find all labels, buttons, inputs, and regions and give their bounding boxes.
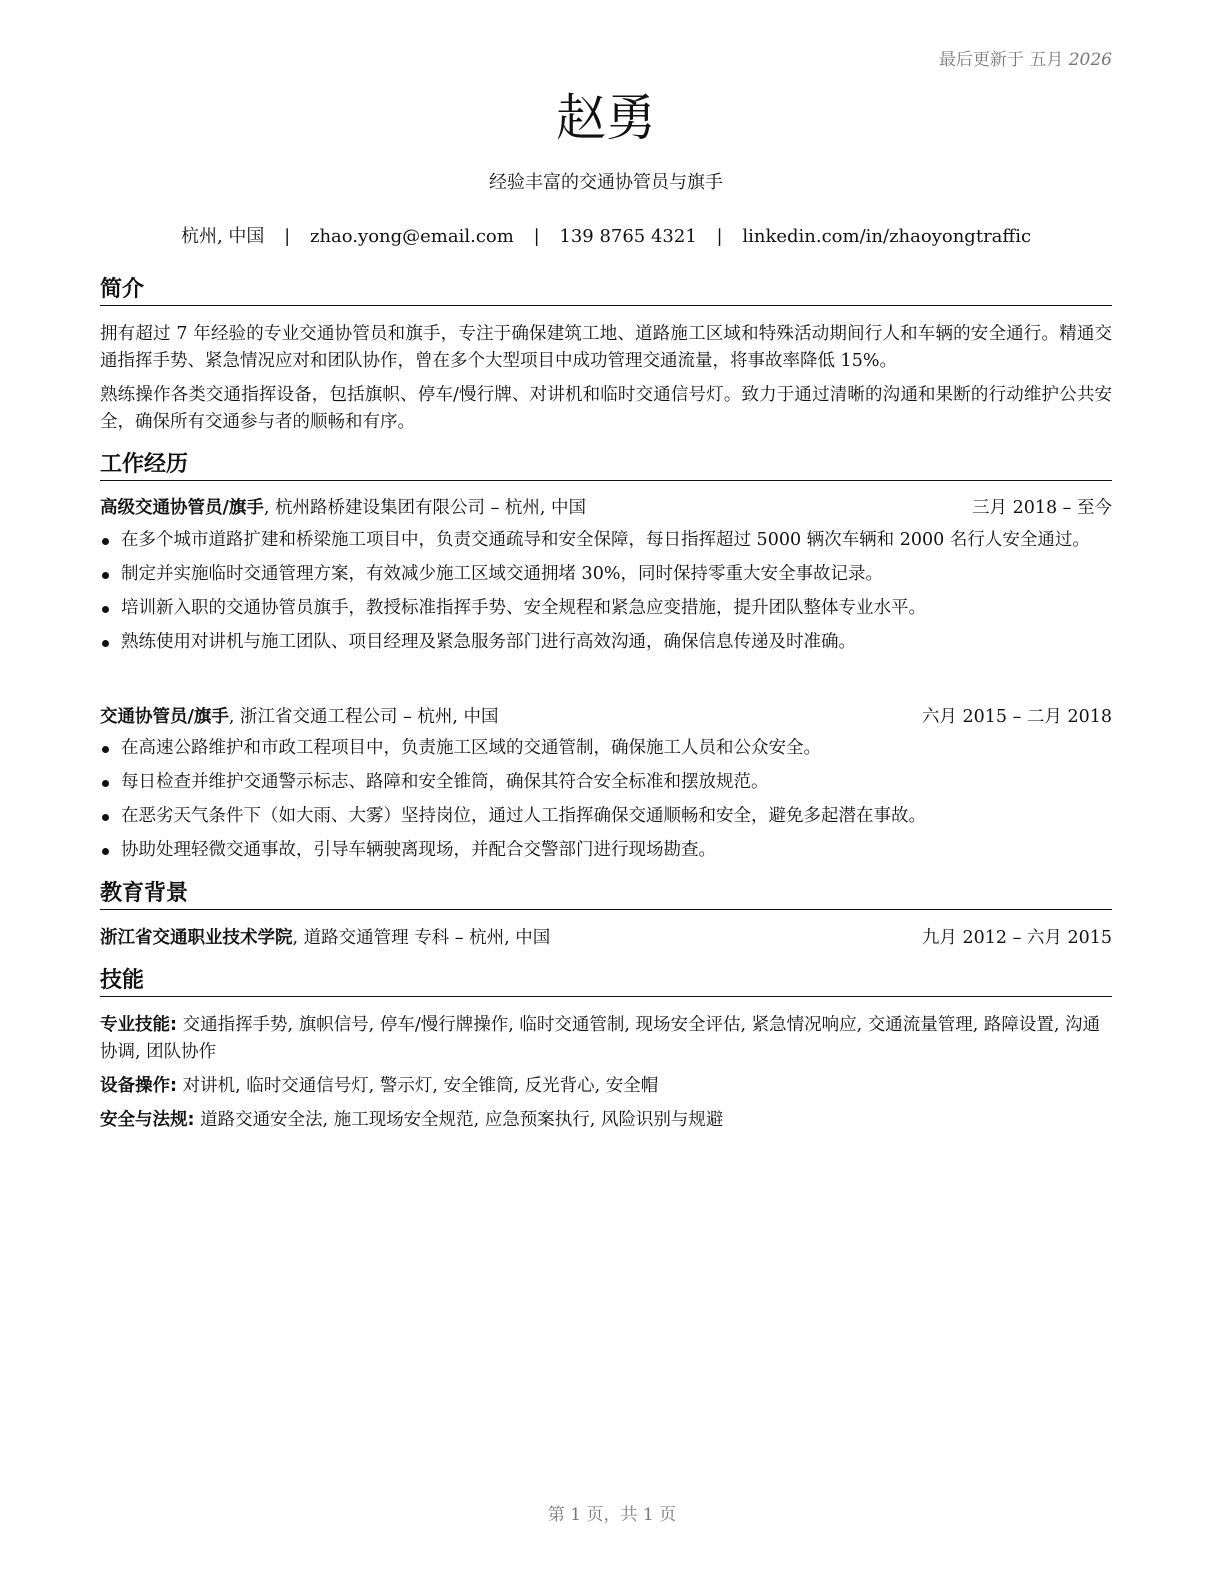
contact-separator: | [533,226,540,247]
bullet-dot [102,780,109,787]
job-bullets [100,735,1112,871]
bullet-text: 在恶劣天气条件下（如大雨、大雾）坚持岗位，通过人工指挥确保交通顺畅和安全，避免多起潜在事故。 [121,806,926,826]
skill-value: 道路交通安全法, 施工现场安全规范, 应急预案执行, 风险识别与规避 [194,1110,724,1130]
job-role: 高级交通协管员/旗手 [100,498,264,518]
education-dates: 九月 2012 – 六月 2015 [921,928,1112,948]
contact-separator: | [716,226,723,247]
bullet-text: 培训新入职的交通协管员旗手，教授标准指挥手势、安全规程和紧急应变措施，提升团队整体专业水平。 [121,598,926,618]
contact-phone: 139 8765 4321 [559,226,697,247]
job-bullets [100,527,1112,663]
skill-row [100,1073,1112,1100]
skill-label: 设备操作: [100,1076,177,1096]
section-title-skills: 技能 [100,967,1112,997]
education-detail: , 道路交通管理 专科 – 杭州, 中国 [292,928,551,948]
list-item [100,769,1112,796]
summary-paragraph: 熟练操作各类交通指挥设备，包括旗帜、停车/慢行牌、对讲机和临时交通信号灯。致力于通过清晰的沟通和果断的行动维护公共安全，确保所有交通参与者的顺畅和有序。 [100,385,1112,432]
list-item [100,735,1112,762]
job-header [100,495,1112,522]
job-org: , 杭州路桥建设集团有限公司 – 杭州, 中国 [263,498,587,518]
contact-linkedin[interactable]: linkedin.com/in/zhaoyongtraffic [742,226,1032,247]
contact-email[interactable]: zhao.yong@email.com [309,226,514,247]
job-title-line [100,495,586,522]
bullet-text: 每日检查并维护交通警示标志、路障和安全锥筒，确保其符合安全标准和摆放规范。 [121,772,769,792]
education-entry [100,925,1112,952]
job-org: , 浙江省交通工程公司 – 杭州, 中国 [228,707,499,727]
list-item [100,527,1112,554]
bullet-text: 在高速公路维护和市政工程项目中，负责施工区域的交通管制，确保施工人员和公众安全。 [121,738,821,758]
job-title-line [100,704,499,731]
bullet-dot [102,606,109,613]
skill-row [100,1107,1112,1134]
bullet-dot [102,640,109,647]
list-item [100,629,1112,656]
job-dates: 三月 2018 – 至今 [972,498,1112,518]
bullet-text: 协助处理轻微交通事故，引导车辆驶离现场，并配合交警部门进行现场勘查。 [121,840,716,860]
bullet-dot [102,746,109,753]
skill-label: 安全与法规: [100,1110,195,1130]
skill-value: 对讲机, 临时交通信号灯, 警示灯, 安全锥筒, 反光背心, 安全帽 [177,1076,659,1096]
skill-label: 专业技能: [100,1015,177,1035]
bullet-text: 熟练使用对讲机与施工团队、项目经理及紧急服务部门进行高效沟通，确保信息传递及时准确。 [121,632,856,652]
bullet-dot [102,814,109,821]
candidate-headline: 经验丰富的交通协管员与旗手 [489,172,723,193]
contact-location: 杭州, 中国 [180,226,265,247]
skill-value: 交通指挥手势, 旗帜信号, 停车/慢行牌操作, 临时交通管制, 现场安全评估, 紧急情况响应, 交通流量管理, 路障设置, 沟通协调, 团队协作 [100,1015,1100,1062]
last-updated [939,45,1112,70]
last-updated-prefix: 最后更新于 五月 [938,50,1064,70]
job-role: 交通协管员/旗手 [100,707,229,727]
skill-row [100,1012,1112,1066]
education-line [100,925,550,952]
page-footer: 第 1 页，共 1 页 [547,1505,677,1525]
section-title-summary: 简介 [100,276,1112,306]
bullet-dot [102,848,109,855]
bullet-text: 制定并实施临时交通管理方案，有效减少施工区域交通拥堵 30%，同时保持零重大安全事故记录。 [121,564,883,584]
candidate-name: 赵勇 [556,89,656,147]
contact-line [100,224,1112,250]
last-updated-year: 2026 [1068,50,1112,70]
summary-paragraph: 拥有超过 7 年经验的专业交通协管员和旗手，专注于确保建筑工地、道路施工区域和特殊活动期间行人和车辆的安全通行。精通交通指挥手势、紧急情况应对和团队协作，曾在多个大型项目中成功管理交通流量，将事故率降低 15%。 [100,324,1112,371]
bullet-dot [102,572,109,579]
section-title-experience: 工作经历 [100,451,1112,481]
list-item [100,803,1112,830]
list-item [100,595,1112,622]
bullet-dot [102,538,109,545]
job-header [100,704,1112,731]
list-item [100,837,1112,864]
section-title-education: 教育背景 [100,880,1112,910]
bullet-text: 在多个城市道路扩建和桥梁施工项目中，负责交通疏导和安全保障，每日指挥超过 5000 辆次车辆和 2000 名行人安全通过。 [121,530,1090,550]
job-dates: 六月 2015 – 二月 2018 [921,707,1112,727]
education-school: 浙江省交通职业技术学院 [100,928,293,948]
list-item [100,561,1112,588]
contact-separator: | [284,226,291,247]
